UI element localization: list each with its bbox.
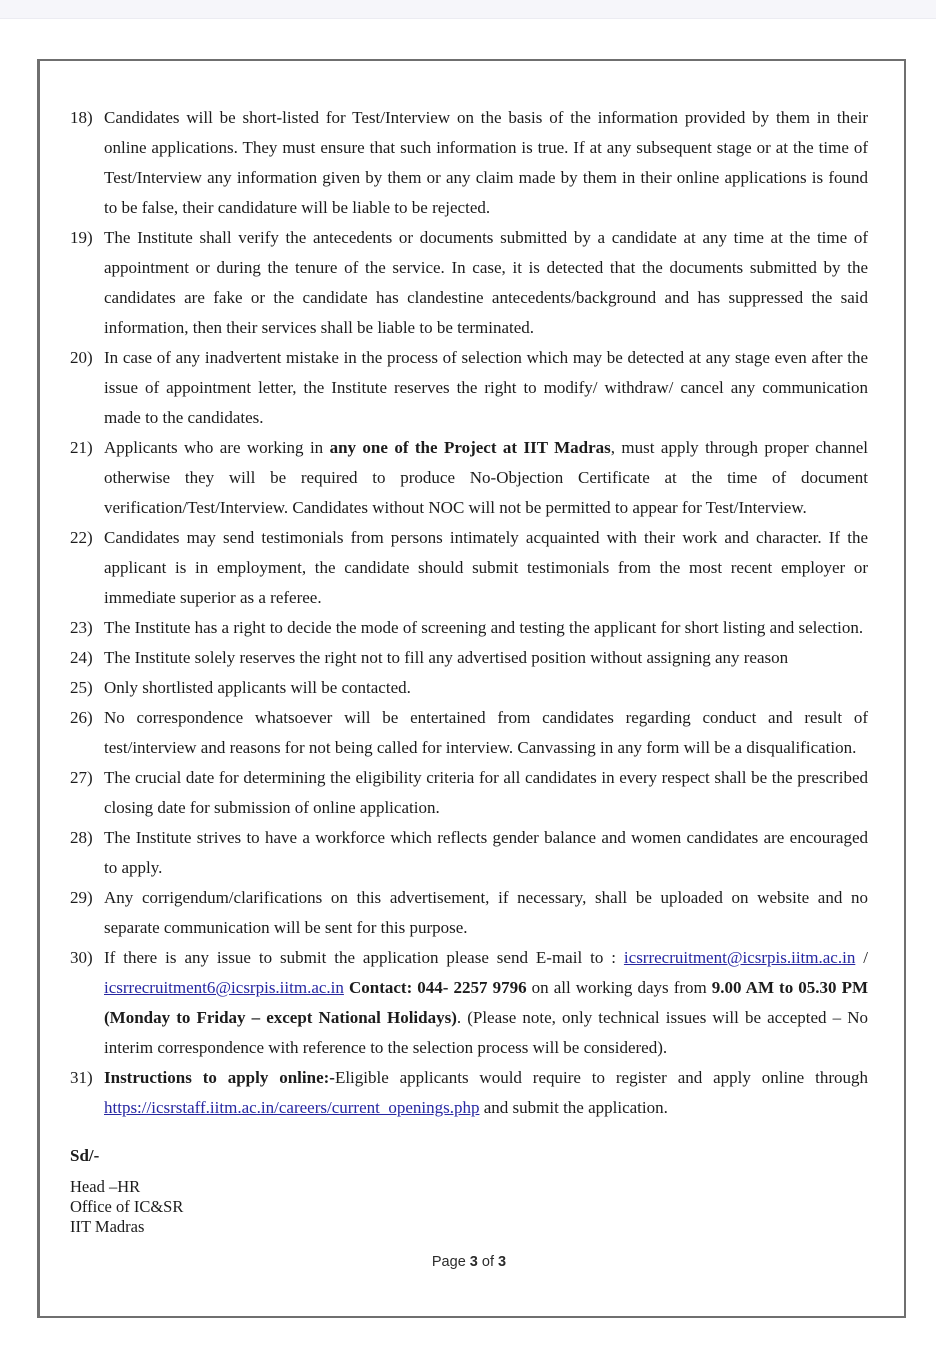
text-segment: If there is any issue to submit the application please send E-mail to : xyxy=(104,948,624,967)
apply-url-link[interactable]: https://icsrstaff.iitm.ac.in/careers/current_openings.php xyxy=(104,1098,480,1117)
list-item xyxy=(70,103,868,223)
email-link-primary[interactable]: icsrrecruitment@icsrpis.iitm.ac.in xyxy=(623,948,856,967)
list-item xyxy=(70,223,868,343)
text-segment: Page xyxy=(431,1254,470,1270)
text-segment: Only shortlisted applicants will be contacted. xyxy=(104,678,411,697)
item-text xyxy=(104,763,868,823)
list-item xyxy=(70,643,868,673)
text-segment: Any corrigendum/clarifications on this advertisement, if necessary, shall be uploaded on website and no separate communication will be sent for this purpose. xyxy=(104,888,868,937)
item-number: 24) xyxy=(70,648,93,667)
signature-sd: Sd/- xyxy=(70,1146,100,1165)
text-segment: Eligible applicants would require to register and apply online through xyxy=(334,1068,868,1087)
text-segment: on all working days from xyxy=(526,978,712,997)
item-number: 30) xyxy=(70,948,93,967)
text-segment: The Institute shall verify the antecedents or documents submitted by a candidate at any time at the time of appointment or during the tenure of the service. In case, it is detected that the documents submitted by the candidates are fake or the candidate has clandestine antecedents/background and has suppressed the said information, then their services shall be liable to be terminated. xyxy=(104,228,868,337)
text-segment: Instructions to apply online:- xyxy=(104,1068,335,1087)
item-number: 29) xyxy=(70,888,93,907)
item-text xyxy=(104,823,868,883)
text-segment: The Institute strives to have a workforce which reflects gender balance and women candidates are encouraged to apply. xyxy=(104,828,868,877)
text-segment: 3 xyxy=(469,1254,478,1270)
text-segment: The Institute has a right to decide the mode of screening and testing the applicant for short listing and selection. xyxy=(104,618,864,637)
item-text xyxy=(104,943,868,1063)
text-segment: Candidates may send testimonials from persons intimately acquainted with their work and character. If the applicant is in employment, the candidate should submit testimonials from the most recent employer or immediate superior as a referee. xyxy=(104,528,868,607)
signature-line: Head –HR xyxy=(70,1177,141,1196)
text-segment: No correspondence whatsoever will be entertained from candidates regarding conduct and result of test/interview and reasons for not being called for interview. Canvassing in any form will be a disqualification. xyxy=(104,708,868,757)
signature-block xyxy=(70,1145,868,1237)
scan-top-band xyxy=(0,0,936,19)
terms-list xyxy=(70,103,868,1123)
item-text xyxy=(104,343,868,433)
list-item xyxy=(70,343,868,433)
item-text xyxy=(104,433,868,523)
text-segment: , must apply through proper channel otherwise they will be required to produce No-Objection Certificate at the time of document verification/Test/Interview. Candidates without NOC will not be permitted to appear for Test/Interview. xyxy=(104,438,868,517)
item-text xyxy=(104,103,868,223)
text-segment: Applicants who are working in xyxy=(104,438,330,457)
item-number: 27) xyxy=(70,768,93,787)
signature-line: Office of IC&SR xyxy=(70,1197,184,1216)
item-text xyxy=(104,523,868,613)
item-number: 26) xyxy=(70,708,93,727)
text-segment: The Institute solely reserves the right not to fill any advertised position without assigning any reason xyxy=(104,648,789,667)
item-text xyxy=(104,673,868,703)
text-segment: Contact: 044- 2257 9796 xyxy=(348,978,527,997)
item-text xyxy=(104,223,868,343)
list-item xyxy=(70,523,868,613)
item-number: 21) xyxy=(70,438,93,457)
list-item xyxy=(70,763,868,823)
list-item xyxy=(70,943,868,1063)
signature-line: IIT Madras xyxy=(70,1217,145,1236)
list-item xyxy=(70,1063,868,1123)
item-text xyxy=(104,643,868,673)
text-segment: The crucial date for determining the eligibility criteria for all candidates in every respect shall be the prescribed closing date for submission of online application. xyxy=(104,768,868,817)
item-number: 23) xyxy=(70,618,93,637)
text-segment: 9.00 AM to 05.30 PM (Monday to Friday – except National Holidays) xyxy=(104,978,869,1027)
text-segment: In case of any inadvertent mistake in the process of selection which may be detected at any stage even after the issue of appointment letter, the Institute reserves the right to modify/ withdraw/ cancel any communication made to the candidates. xyxy=(104,348,868,427)
item-number: 18) xyxy=(70,108,93,127)
document-page xyxy=(37,59,906,1318)
list-item xyxy=(70,703,868,763)
text-segment: / xyxy=(855,948,868,967)
signature-lines xyxy=(70,1177,868,1237)
text-segment: Candidates will be short-listed for Test/Interview on the basis of the information provided by them in their online applications. They must ensure that such information is true. If at any subsequent stage or at the time of Test/Interview any information given by them or any claim made by them in their online applications is found to be false, their candidature will be liable to be rejected. xyxy=(104,108,868,217)
text-segment: and submit the application. xyxy=(479,1098,668,1117)
item-number: 25) xyxy=(70,678,93,697)
item-text xyxy=(104,883,868,943)
email-link-secondary[interactable]: icsrrecruitment6@icsrpis.iitm.ac.in xyxy=(104,978,344,997)
text-segment: any one of the Project at IIT Madras xyxy=(329,438,611,457)
list-item xyxy=(70,673,868,703)
item-number: 31) xyxy=(70,1068,93,1087)
list-item xyxy=(70,433,868,523)
item-text xyxy=(104,1063,868,1123)
page-number-footer xyxy=(70,1254,868,1270)
text-segment: 3 xyxy=(498,1254,507,1270)
item-text xyxy=(104,703,868,763)
item-number: 19) xyxy=(70,228,93,247)
item-number: 22) xyxy=(70,528,93,547)
text-segment: of xyxy=(477,1254,499,1270)
item-text xyxy=(104,613,868,643)
text-segment: . (Please note, only technical issues will be accepted – No interim correspondence with reference to the selection process will be considered). xyxy=(104,1008,868,1057)
item-number: 28) xyxy=(70,828,93,847)
item-number: 20) xyxy=(70,348,93,367)
list-item xyxy=(70,823,868,883)
list-item xyxy=(70,613,868,643)
list-item xyxy=(70,883,868,943)
